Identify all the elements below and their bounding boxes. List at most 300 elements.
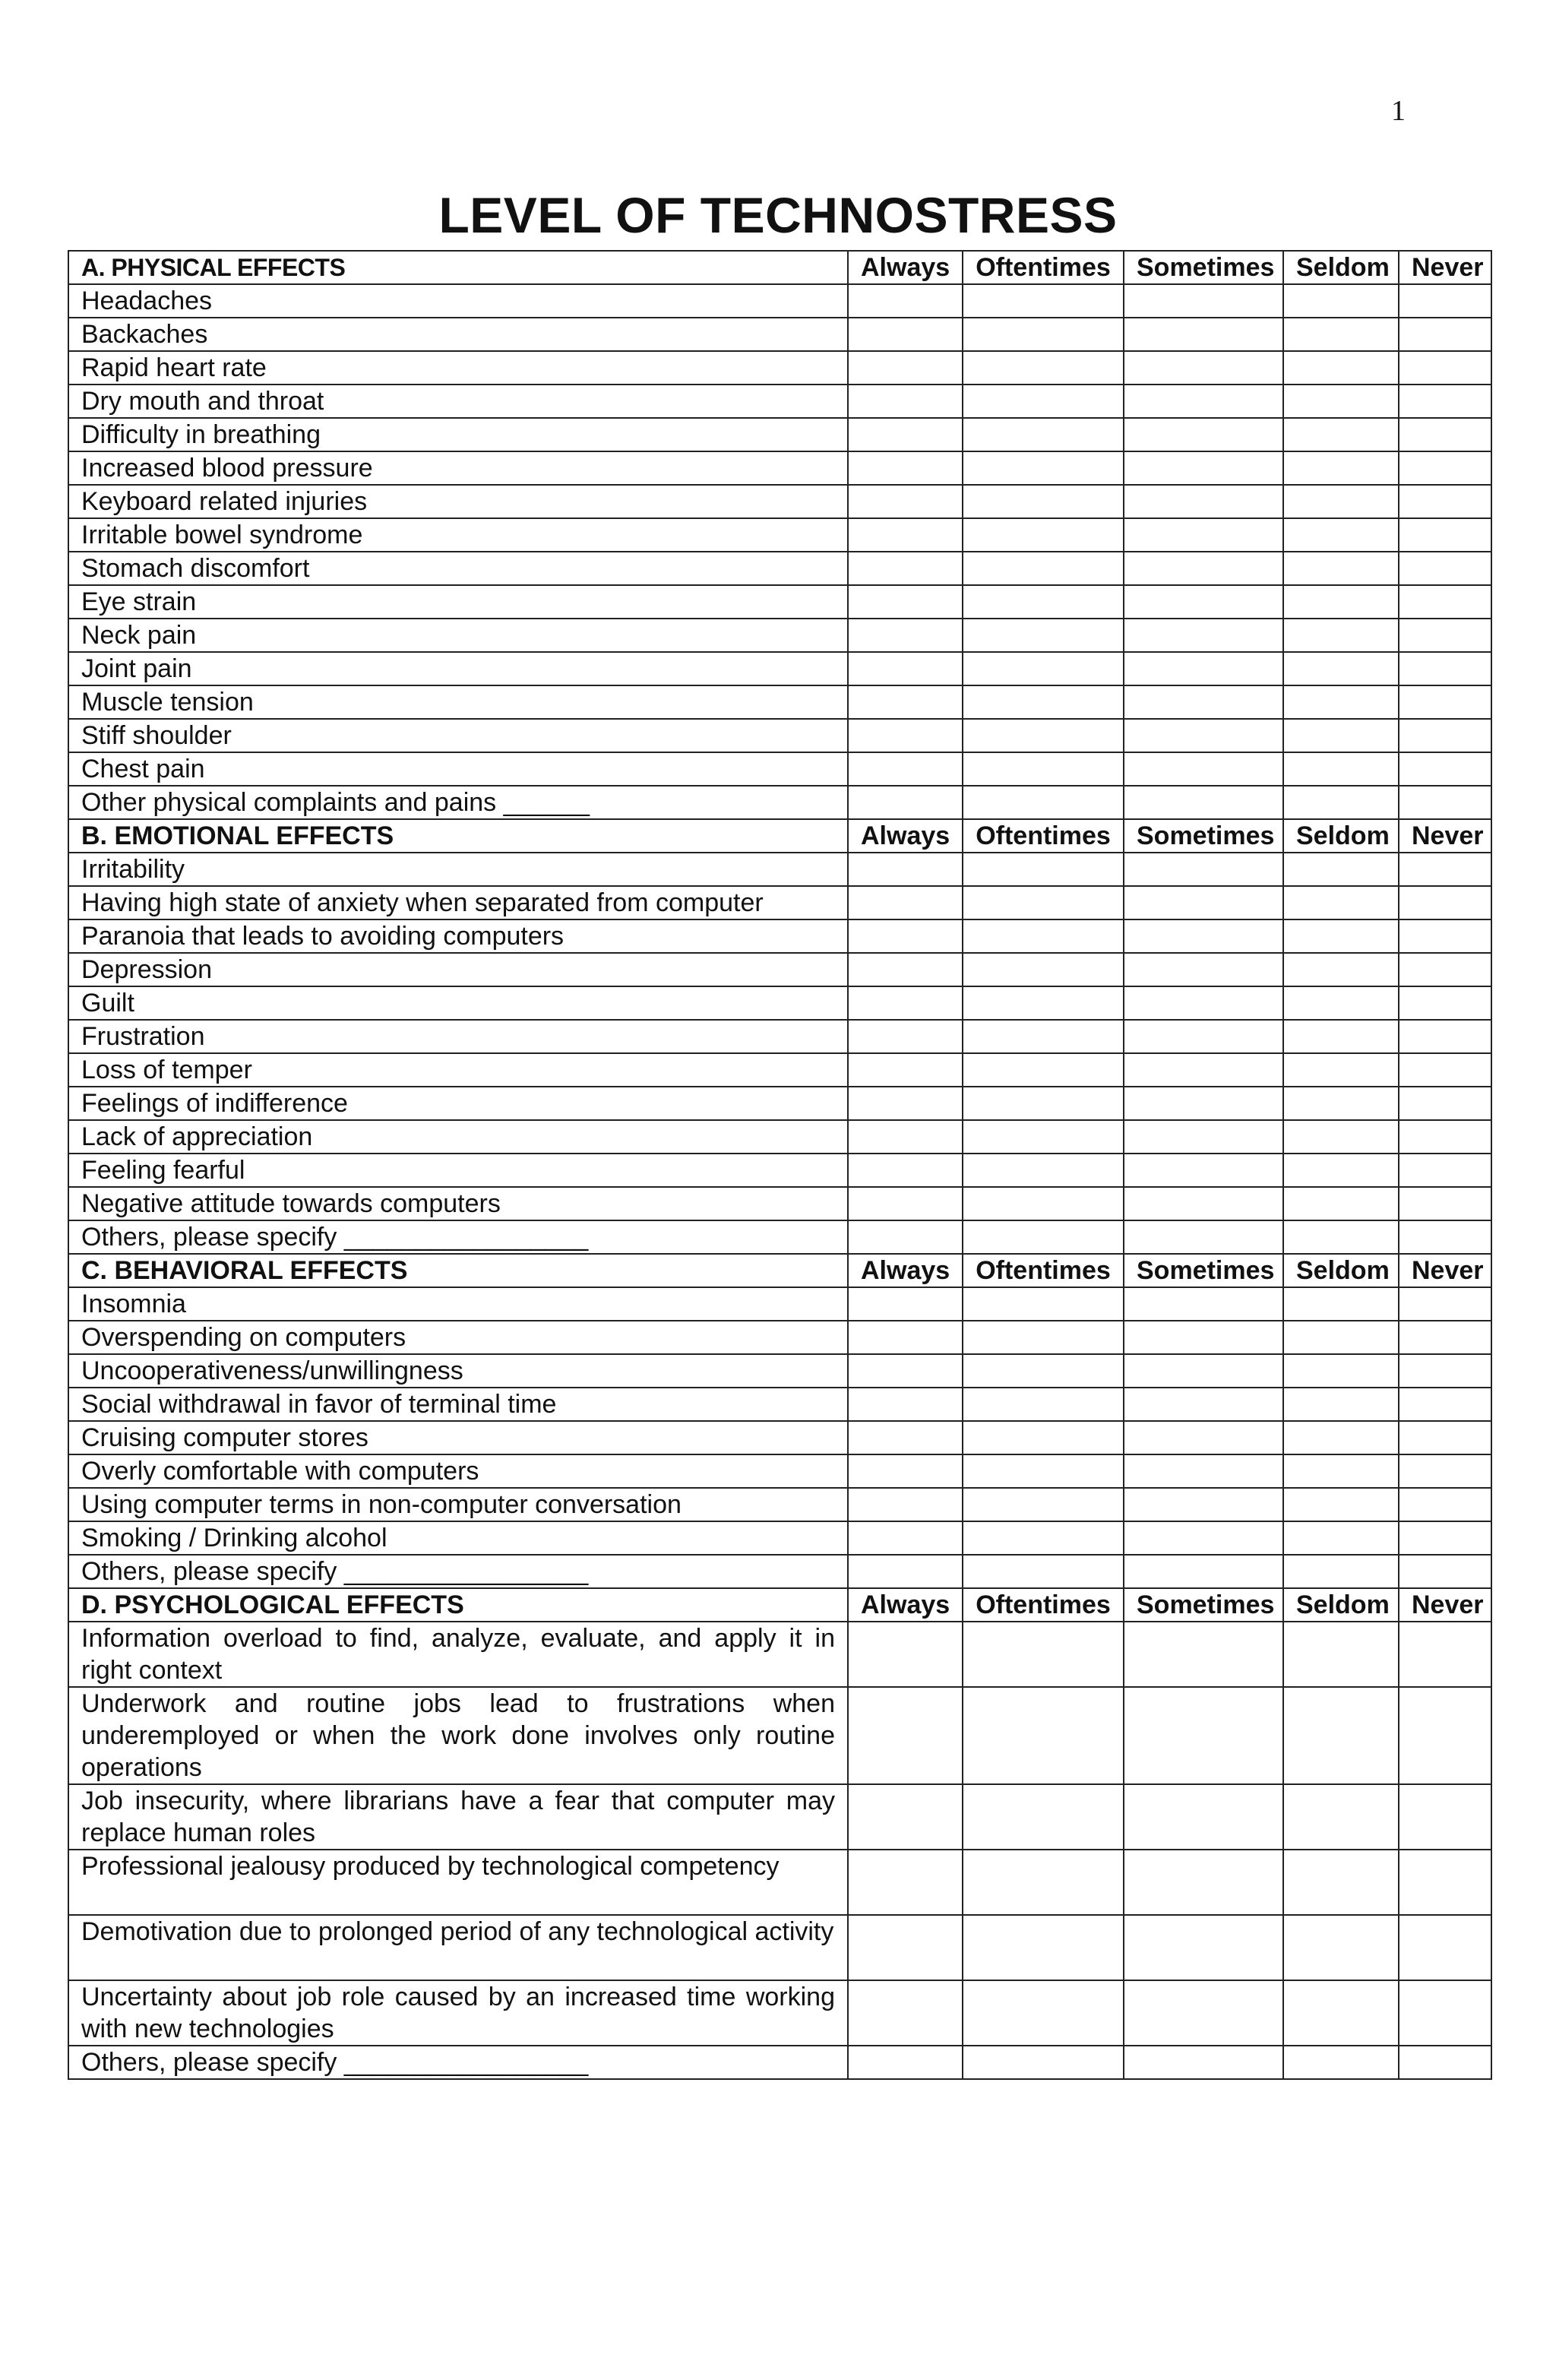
answer-cell-seldom[interactable] bbox=[1283, 1454, 1399, 1488]
section-title: B. EMOTIONAL EFFECTS bbox=[68, 819, 848, 853]
column-header-never: Never bbox=[1399, 1254, 1491, 1287]
answer-cell-sometimes[interactable] bbox=[1124, 585, 1283, 619]
answer-cell-always[interactable] bbox=[848, 1850, 963, 1915]
answer-cell-seldom[interactable] bbox=[1283, 1154, 1399, 1187]
answer-cell-seldom[interactable] bbox=[1283, 1187, 1399, 1220]
answer-cell-oftentimes[interactable] bbox=[963, 1321, 1124, 1354]
answer-cell-never[interactable] bbox=[1399, 1687, 1491, 1784]
answer-cell-sometimes[interactable] bbox=[1124, 1187, 1283, 1220]
answer-cell-always[interactable] bbox=[848, 585, 963, 619]
answer-cell-sometimes[interactable] bbox=[1124, 2046, 1283, 2079]
answer-cell-always[interactable] bbox=[848, 518, 963, 552]
item-label: Lack of appreciation bbox=[68, 1120, 848, 1154]
answer-cell-oftentimes[interactable] bbox=[963, 284, 1124, 318]
answer-cell-seldom[interactable] bbox=[1283, 1980, 1399, 2046]
answer-cell-never[interactable] bbox=[1399, 1915, 1491, 1980]
table-row bbox=[68, 518, 1491, 552]
answer-cell-always[interactable] bbox=[848, 284, 963, 318]
answer-cell-seldom[interactable] bbox=[1283, 1354, 1399, 1388]
item-label: Negative attitude towards computers bbox=[68, 1187, 848, 1220]
answer-cell-never[interactable] bbox=[1399, 585, 1491, 619]
answer-cell-sometimes[interactable] bbox=[1124, 1287, 1283, 1321]
answer-cell-oftentimes[interactable] bbox=[963, 451, 1124, 485]
answer-cell-seldom[interactable] bbox=[1283, 1915, 1399, 1980]
answer-cell-oftentimes[interactable] bbox=[963, 1020, 1124, 1053]
answer-cell-seldom[interactable] bbox=[1283, 685, 1399, 719]
answer-cell-sometimes[interactable] bbox=[1124, 1154, 1283, 1187]
answer-cell-never[interactable] bbox=[1399, 1321, 1491, 1354]
table-row bbox=[68, 886, 1491, 919]
answer-cell-never[interactable] bbox=[1399, 1120, 1491, 1154]
table-row bbox=[68, 585, 1491, 619]
answer-cell-seldom[interactable] bbox=[1283, 1488, 1399, 1521]
answer-cell-sometimes[interactable] bbox=[1124, 685, 1283, 719]
answer-cell-always[interactable] bbox=[848, 919, 963, 953]
table-row bbox=[68, 1687, 1491, 1784]
item-label: Smoking / Drinking alcohol bbox=[68, 1521, 848, 1555]
answer-cell-oftentimes[interactable] bbox=[963, 1421, 1124, 1454]
answer-cell-never[interactable] bbox=[1399, 853, 1491, 886]
answer-cell-seldom[interactable] bbox=[1283, 1622, 1399, 1687]
answer-cell-always[interactable] bbox=[848, 1521, 963, 1555]
answer-cell-oftentimes[interactable] bbox=[963, 953, 1124, 986]
answer-cell-never[interactable] bbox=[1399, 652, 1491, 685]
answer-cell-oftentimes[interactable] bbox=[963, 1220, 1124, 1254]
page-number: 1 bbox=[1391, 95, 1406, 127]
answer-cell-oftentimes[interactable] bbox=[963, 1555, 1124, 1588]
answer-cell-never[interactable] bbox=[1399, 1354, 1491, 1388]
table-row bbox=[68, 1321, 1491, 1354]
answer-cell-never[interactable] bbox=[1399, 518, 1491, 552]
answer-cell-sometimes[interactable] bbox=[1124, 1622, 1283, 1687]
answer-cell-seldom[interactable] bbox=[1283, 1687, 1399, 1784]
column-header-never: Never bbox=[1399, 819, 1491, 853]
answer-cell-seldom[interactable] bbox=[1283, 619, 1399, 652]
table-row bbox=[68, 1454, 1491, 1488]
column-header-oftentimes: Oftentimes bbox=[963, 1254, 1124, 1287]
answer-cell-seldom[interactable] bbox=[1283, 1555, 1399, 1588]
answer-cell-sometimes[interactable] bbox=[1124, 1784, 1283, 1850]
answer-cell-oftentimes[interactable] bbox=[963, 719, 1124, 752]
table-row bbox=[68, 1980, 1491, 2046]
answer-cell-seldom[interactable] bbox=[1283, 853, 1399, 886]
answer-cell-never[interactable] bbox=[1399, 1187, 1491, 1220]
answer-cell-oftentimes[interactable] bbox=[963, 853, 1124, 886]
answer-cell-oftentimes[interactable] bbox=[963, 1287, 1124, 1321]
section-title: D. PSYCHOLOGICAL EFFECTS bbox=[68, 1588, 848, 1622]
answer-cell-never[interactable] bbox=[1399, 1087, 1491, 1120]
table-row bbox=[68, 1187, 1491, 1220]
table-row bbox=[68, 1388, 1491, 1421]
table-row bbox=[68, 1521, 1491, 1555]
answer-cell-never[interactable] bbox=[1399, 685, 1491, 719]
answer-cell-oftentimes[interactable] bbox=[963, 1388, 1124, 1421]
answer-cell-oftentimes[interactable] bbox=[963, 351, 1124, 385]
answer-cell-seldom[interactable] bbox=[1283, 1521, 1399, 1555]
table-row bbox=[68, 786, 1491, 819]
answer-cell-always[interactable] bbox=[848, 1354, 963, 1388]
answer-cell-oftentimes[interactable] bbox=[963, 886, 1124, 919]
answer-cell-oftentimes[interactable] bbox=[963, 1687, 1124, 1784]
answer-cell-sometimes[interactable] bbox=[1124, 1421, 1283, 1454]
answer-cell-oftentimes[interactable] bbox=[963, 485, 1124, 518]
answer-cell-sometimes[interactable] bbox=[1124, 986, 1283, 1020]
section-title: A. PHYSICAL EFFECTS bbox=[68, 251, 848, 284]
answer-cell-never[interactable] bbox=[1399, 2046, 1491, 2079]
answer-cell-sometimes[interactable] bbox=[1124, 1220, 1283, 1254]
answer-cell-always[interactable] bbox=[848, 953, 963, 986]
table-row bbox=[68, 652, 1491, 685]
item-label: Social withdrawal in favor of terminal time bbox=[68, 1388, 848, 1421]
section-header-row bbox=[68, 1254, 1491, 1287]
answer-cell-oftentimes[interactable] bbox=[963, 619, 1124, 652]
answer-cell-seldom[interactable] bbox=[1283, 1850, 1399, 1915]
answer-cell-seldom[interactable] bbox=[1283, 1321, 1399, 1354]
column-header-always: Always bbox=[848, 1588, 963, 1622]
answer-cell-oftentimes[interactable] bbox=[963, 1521, 1124, 1555]
answer-cell-never[interactable] bbox=[1399, 1622, 1491, 1687]
item-label: Job insecurity, where librarians have a fear that computer may replace human roles bbox=[68, 1784, 848, 1850]
answer-cell-seldom[interactable] bbox=[1283, 385, 1399, 418]
answer-cell-always[interactable] bbox=[848, 2046, 963, 2079]
item-label: Professional jealousy produced by technological competency bbox=[68, 1850, 848, 1915]
table-row bbox=[68, 351, 1491, 385]
answer-cell-never[interactable] bbox=[1399, 619, 1491, 652]
table-row bbox=[68, 619, 1491, 652]
answer-cell-sometimes[interactable] bbox=[1124, 318, 1283, 351]
answer-cell-sometimes[interactable] bbox=[1124, 1354, 1283, 1388]
answer-cell-sometimes[interactable] bbox=[1124, 619, 1283, 652]
item-label: Overly comfortable with computers bbox=[68, 1454, 848, 1488]
answer-cell-never[interactable] bbox=[1399, 719, 1491, 752]
answer-cell-seldom[interactable] bbox=[1283, 786, 1399, 819]
answer-cell-never[interactable] bbox=[1399, 1521, 1491, 1555]
answer-cell-always[interactable] bbox=[848, 1915, 963, 1980]
table-row bbox=[68, 986, 1491, 1020]
answer-cell-never[interactable] bbox=[1399, 351, 1491, 385]
item-label: Other physical complaints and pains ______ bbox=[68, 786, 848, 819]
answer-cell-always[interactable] bbox=[848, 1980, 963, 2046]
answer-cell-oftentimes[interactable] bbox=[963, 418, 1124, 451]
answer-cell-sometimes[interactable] bbox=[1124, 786, 1283, 819]
answer-cell-sometimes[interactable] bbox=[1124, 418, 1283, 451]
answer-cell-oftentimes[interactable] bbox=[963, 1053, 1124, 1087]
answer-cell-sometimes[interactable] bbox=[1124, 853, 1283, 886]
table-row bbox=[68, 1120, 1491, 1154]
section-header-row bbox=[68, 251, 1491, 284]
table-row bbox=[68, 1154, 1491, 1187]
answer-cell-sometimes[interactable] bbox=[1124, 552, 1283, 585]
answer-cell-never[interactable] bbox=[1399, 953, 1491, 986]
answer-cell-always[interactable] bbox=[848, 853, 963, 886]
answer-cell-never[interactable] bbox=[1399, 1053, 1491, 1087]
answer-cell-oftentimes[interactable] bbox=[963, 1784, 1124, 1850]
answer-cell-always[interactable] bbox=[848, 1154, 963, 1187]
table-row bbox=[68, 752, 1491, 786]
column-header-sometimes: Sometimes bbox=[1124, 1254, 1283, 1287]
answer-cell-seldom[interactable] bbox=[1283, 284, 1399, 318]
answer-cell-always[interactable] bbox=[848, 1687, 963, 1784]
answer-cell-oftentimes[interactable] bbox=[963, 1454, 1124, 1488]
answer-cell-never[interactable] bbox=[1399, 385, 1491, 418]
answer-cell-oftentimes[interactable] bbox=[963, 1622, 1124, 1687]
answer-cell-always[interactable] bbox=[848, 1388, 963, 1421]
answer-cell-oftentimes[interactable] bbox=[963, 552, 1124, 585]
answer-cell-always[interactable] bbox=[848, 451, 963, 485]
answer-cell-always[interactable] bbox=[848, 1784, 963, 1850]
answer-cell-seldom[interactable] bbox=[1283, 585, 1399, 619]
answer-cell-never[interactable] bbox=[1399, 318, 1491, 351]
answer-cell-never[interactable] bbox=[1399, 1388, 1491, 1421]
answer-cell-never[interactable] bbox=[1399, 1154, 1491, 1187]
answer-cell-always[interactable] bbox=[848, 385, 963, 418]
answer-cell-seldom[interactable] bbox=[1283, 886, 1399, 919]
answer-cell-oftentimes[interactable] bbox=[963, 585, 1124, 619]
answer-cell-sometimes[interactable] bbox=[1124, 752, 1283, 786]
answer-cell-oftentimes[interactable] bbox=[963, 986, 1124, 1020]
column-header-never: Never bbox=[1399, 1588, 1491, 1622]
answer-cell-always[interactable] bbox=[848, 619, 963, 652]
answer-cell-oftentimes[interactable] bbox=[963, 685, 1124, 719]
answer-cell-never[interactable] bbox=[1399, 786, 1491, 819]
answer-cell-seldom[interactable] bbox=[1283, 1220, 1399, 1254]
answer-cell-oftentimes[interactable] bbox=[963, 1087, 1124, 1120]
answer-cell-oftentimes[interactable] bbox=[963, 518, 1124, 552]
column-header-always: Always bbox=[848, 819, 963, 853]
answer-cell-sometimes[interactable] bbox=[1124, 1020, 1283, 1053]
answer-cell-always[interactable] bbox=[848, 1488, 963, 1521]
answer-cell-always[interactable] bbox=[848, 351, 963, 385]
answer-cell-never[interactable] bbox=[1399, 552, 1491, 585]
answer-cell-oftentimes[interactable] bbox=[963, 318, 1124, 351]
answer-cell-always[interactable] bbox=[848, 1622, 963, 1687]
answer-cell-sometimes[interactable] bbox=[1124, 1521, 1283, 1555]
answer-cell-never[interactable] bbox=[1399, 1287, 1491, 1321]
answer-cell-never[interactable] bbox=[1399, 485, 1491, 518]
answer-cell-never[interactable] bbox=[1399, 1454, 1491, 1488]
answer-cell-oftentimes[interactable] bbox=[963, 1154, 1124, 1187]
answer-cell-sometimes[interactable] bbox=[1124, 1321, 1283, 1354]
answer-cell-never[interactable] bbox=[1399, 1220, 1491, 1254]
column-header-seldom: Seldom bbox=[1283, 1254, 1399, 1287]
answer-cell-seldom[interactable] bbox=[1283, 418, 1399, 451]
table-row bbox=[68, 318, 1491, 351]
answer-cell-sometimes[interactable] bbox=[1124, 1850, 1283, 1915]
answer-cell-sometimes[interactable] bbox=[1124, 719, 1283, 752]
answer-cell-never[interactable] bbox=[1399, 1784, 1491, 1850]
answer-cell-seldom[interactable] bbox=[1283, 919, 1399, 953]
item-label: Paranoia that leads to avoiding computers bbox=[68, 919, 848, 953]
item-label: Dry mouth and throat bbox=[68, 385, 848, 418]
answer-cell-seldom[interactable] bbox=[1283, 1120, 1399, 1154]
item-label: Uncooperativeness/unwillingness bbox=[68, 1354, 848, 1388]
answer-cell-sometimes[interactable] bbox=[1124, 1053, 1283, 1087]
column-header-always: Always bbox=[848, 251, 963, 284]
table-row bbox=[68, 385, 1491, 418]
answer-cell-oftentimes[interactable] bbox=[963, 2046, 1124, 2079]
answer-cell-always[interactable] bbox=[848, 485, 963, 518]
answer-cell-seldom[interactable] bbox=[1283, 1388, 1399, 1421]
answer-cell-seldom[interactable] bbox=[1283, 1087, 1399, 1120]
answer-cell-seldom[interactable] bbox=[1283, 2046, 1399, 2079]
answer-cell-seldom[interactable] bbox=[1283, 652, 1399, 685]
answer-cell-sometimes[interactable] bbox=[1124, 1488, 1283, 1521]
answer-cell-sometimes[interactable] bbox=[1124, 485, 1283, 518]
answer-cell-seldom[interactable] bbox=[1283, 1020, 1399, 1053]
answer-cell-always[interactable] bbox=[848, 652, 963, 685]
answer-cell-always[interactable] bbox=[848, 786, 963, 819]
answer-cell-seldom[interactable] bbox=[1283, 1784, 1399, 1850]
item-label: Increased blood pressure bbox=[68, 451, 848, 485]
column-header-always: Always bbox=[848, 1254, 963, 1287]
answer-cell-always[interactable] bbox=[848, 1321, 963, 1354]
page-title: LEVEL OF TECHNOSTRESS bbox=[438, 187, 1118, 243]
table-row bbox=[68, 1287, 1491, 1321]
item-label: Guilt bbox=[68, 986, 848, 1020]
item-label: Muscle tension bbox=[68, 685, 848, 719]
answer-cell-never[interactable] bbox=[1399, 1555, 1491, 1588]
table-row bbox=[68, 418, 1491, 451]
answer-cell-oftentimes[interactable] bbox=[963, 752, 1124, 786]
table-row bbox=[68, 1354, 1491, 1388]
item-label: Neck pain bbox=[68, 619, 848, 652]
item-label: Uncertainty about job role caused by an increased time working with new technologies bbox=[68, 1980, 848, 2046]
answer-cell-sometimes[interactable] bbox=[1124, 1087, 1283, 1120]
answer-cell-sometimes[interactable] bbox=[1124, 518, 1283, 552]
column-header-oftentimes: Oftentimes bbox=[963, 251, 1124, 284]
answer-cell-always[interactable] bbox=[848, 886, 963, 919]
answer-cell-always[interactable] bbox=[848, 986, 963, 1020]
answer-cell-always[interactable] bbox=[848, 1454, 963, 1488]
answer-cell-seldom[interactable] bbox=[1283, 986, 1399, 1020]
answer-cell-seldom[interactable] bbox=[1283, 552, 1399, 585]
answer-cell-always[interactable] bbox=[848, 1287, 963, 1321]
answer-cell-oftentimes[interactable] bbox=[963, 652, 1124, 685]
answer-cell-always[interactable] bbox=[848, 552, 963, 585]
answer-cell-oftentimes[interactable] bbox=[963, 1850, 1124, 1915]
table-row bbox=[68, 1622, 1491, 1687]
answer-cell-always[interactable] bbox=[848, 1020, 963, 1053]
answer-cell-seldom[interactable] bbox=[1283, 1287, 1399, 1321]
answer-cell-seldom[interactable] bbox=[1283, 752, 1399, 786]
answer-cell-sometimes[interactable] bbox=[1124, 1687, 1283, 1784]
answer-cell-seldom[interactable] bbox=[1283, 351, 1399, 385]
column-header-sometimes: Sometimes bbox=[1124, 251, 1283, 284]
answer-cell-never[interactable] bbox=[1399, 886, 1491, 919]
answer-cell-sometimes[interactable] bbox=[1124, 953, 1283, 986]
answer-cell-never[interactable] bbox=[1399, 451, 1491, 485]
answer-cell-seldom[interactable] bbox=[1283, 953, 1399, 986]
answer-cell-oftentimes[interactable] bbox=[963, 1488, 1124, 1521]
answer-cell-oftentimes[interactable] bbox=[963, 786, 1124, 819]
answer-cell-seldom[interactable] bbox=[1283, 719, 1399, 752]
answer-cell-sometimes[interactable] bbox=[1124, 652, 1283, 685]
item-label: Stomach discomfort bbox=[68, 552, 848, 585]
answer-cell-seldom[interactable] bbox=[1283, 451, 1399, 485]
answer-cell-never[interactable] bbox=[1399, 1850, 1491, 1915]
answer-cell-sometimes[interactable] bbox=[1124, 1555, 1283, 1588]
column-header-sometimes: Sometimes bbox=[1124, 819, 1283, 853]
answer-cell-oftentimes[interactable] bbox=[963, 1120, 1124, 1154]
answer-cell-oftentimes[interactable] bbox=[963, 1354, 1124, 1388]
answer-cell-always[interactable] bbox=[848, 1187, 963, 1220]
table-row bbox=[68, 1053, 1491, 1087]
answer-cell-seldom[interactable] bbox=[1283, 1421, 1399, 1454]
answer-cell-always[interactable] bbox=[848, 719, 963, 752]
item-label: Depression bbox=[68, 953, 848, 986]
item-label: Irritability bbox=[68, 853, 848, 886]
item-label: Irritable bowel syndrome bbox=[68, 518, 848, 552]
answer-cell-never[interactable] bbox=[1399, 1488, 1491, 1521]
section-title: C. BEHAVIORAL EFFECTS bbox=[68, 1254, 848, 1287]
answer-cell-oftentimes[interactable] bbox=[963, 1187, 1124, 1220]
answer-cell-seldom[interactable] bbox=[1283, 518, 1399, 552]
answer-cell-always[interactable] bbox=[848, 1120, 963, 1154]
answer-cell-oftentimes[interactable] bbox=[963, 1915, 1124, 1980]
answer-cell-sometimes[interactable] bbox=[1124, 1915, 1283, 1980]
answer-cell-always[interactable] bbox=[848, 1555, 963, 1588]
answer-cell-sometimes[interactable] bbox=[1124, 451, 1283, 485]
answer-cell-sometimes[interactable] bbox=[1124, 284, 1283, 318]
table-row bbox=[68, 2046, 1491, 2079]
answer-cell-always[interactable] bbox=[848, 685, 963, 719]
survey-body bbox=[68, 251, 1491, 2079]
table-row bbox=[68, 284, 1491, 318]
answer-cell-never[interactable] bbox=[1399, 284, 1491, 318]
answer-cell-oftentimes[interactable] bbox=[963, 919, 1124, 953]
item-label: Underwork and routine jobs lead to frustrations when underemployed or when the work done involves only routine operations bbox=[68, 1687, 848, 1784]
answer-cell-sometimes[interactable] bbox=[1124, 1388, 1283, 1421]
answer-cell-always[interactable] bbox=[848, 418, 963, 451]
answer-cell-never[interactable] bbox=[1399, 986, 1491, 1020]
answer-cell-never[interactable] bbox=[1399, 919, 1491, 953]
answer-cell-sometimes[interactable] bbox=[1124, 1120, 1283, 1154]
item-label: Insomnia bbox=[68, 1287, 848, 1321]
answer-cell-always[interactable] bbox=[848, 1421, 963, 1454]
answer-cell-never[interactable] bbox=[1399, 1980, 1491, 2046]
answer-cell-always[interactable] bbox=[848, 1220, 963, 1254]
item-label: Feelings of indifference bbox=[68, 1087, 848, 1120]
answer-cell-never[interactable] bbox=[1399, 1421, 1491, 1454]
item-label: Feeling fearful bbox=[68, 1154, 848, 1187]
answer-cell-sometimes[interactable] bbox=[1124, 1980, 1283, 2046]
item-label: Others, please specify _________________ bbox=[68, 2046, 848, 2079]
answer-cell-never[interactable] bbox=[1399, 418, 1491, 451]
answer-cell-seldom[interactable] bbox=[1283, 1053, 1399, 1087]
answer-cell-always[interactable] bbox=[848, 752, 963, 786]
column-header-never: Never bbox=[1399, 251, 1491, 284]
answer-cell-never[interactable] bbox=[1399, 1020, 1491, 1053]
table-row bbox=[68, 853, 1491, 886]
answer-cell-oftentimes[interactable] bbox=[963, 385, 1124, 418]
answer-cell-seldom[interactable] bbox=[1283, 485, 1399, 518]
answer-cell-oftentimes[interactable] bbox=[963, 1980, 1124, 2046]
column-header-seldom: Seldom bbox=[1283, 1588, 1399, 1622]
answer-cell-seldom[interactable] bbox=[1283, 318, 1399, 351]
answer-cell-always[interactable] bbox=[848, 1053, 963, 1087]
column-header-oftentimes: Oftentimes bbox=[963, 1588, 1124, 1622]
answer-cell-always[interactable] bbox=[848, 1087, 963, 1120]
answer-cell-never[interactable] bbox=[1399, 752, 1491, 786]
section-header-row bbox=[68, 819, 1491, 853]
answer-cell-always[interactable] bbox=[848, 318, 963, 351]
answer-cell-sometimes[interactable] bbox=[1124, 919, 1283, 953]
answer-cell-sometimes[interactable] bbox=[1124, 1454, 1283, 1488]
answer-cell-sometimes[interactable] bbox=[1124, 351, 1283, 385]
answer-cell-sometimes[interactable] bbox=[1124, 385, 1283, 418]
answer-cell-sometimes[interactable] bbox=[1124, 886, 1283, 919]
item-label: Information overload to find, analyze, evaluate, and apply it in right context bbox=[68, 1622, 848, 1687]
